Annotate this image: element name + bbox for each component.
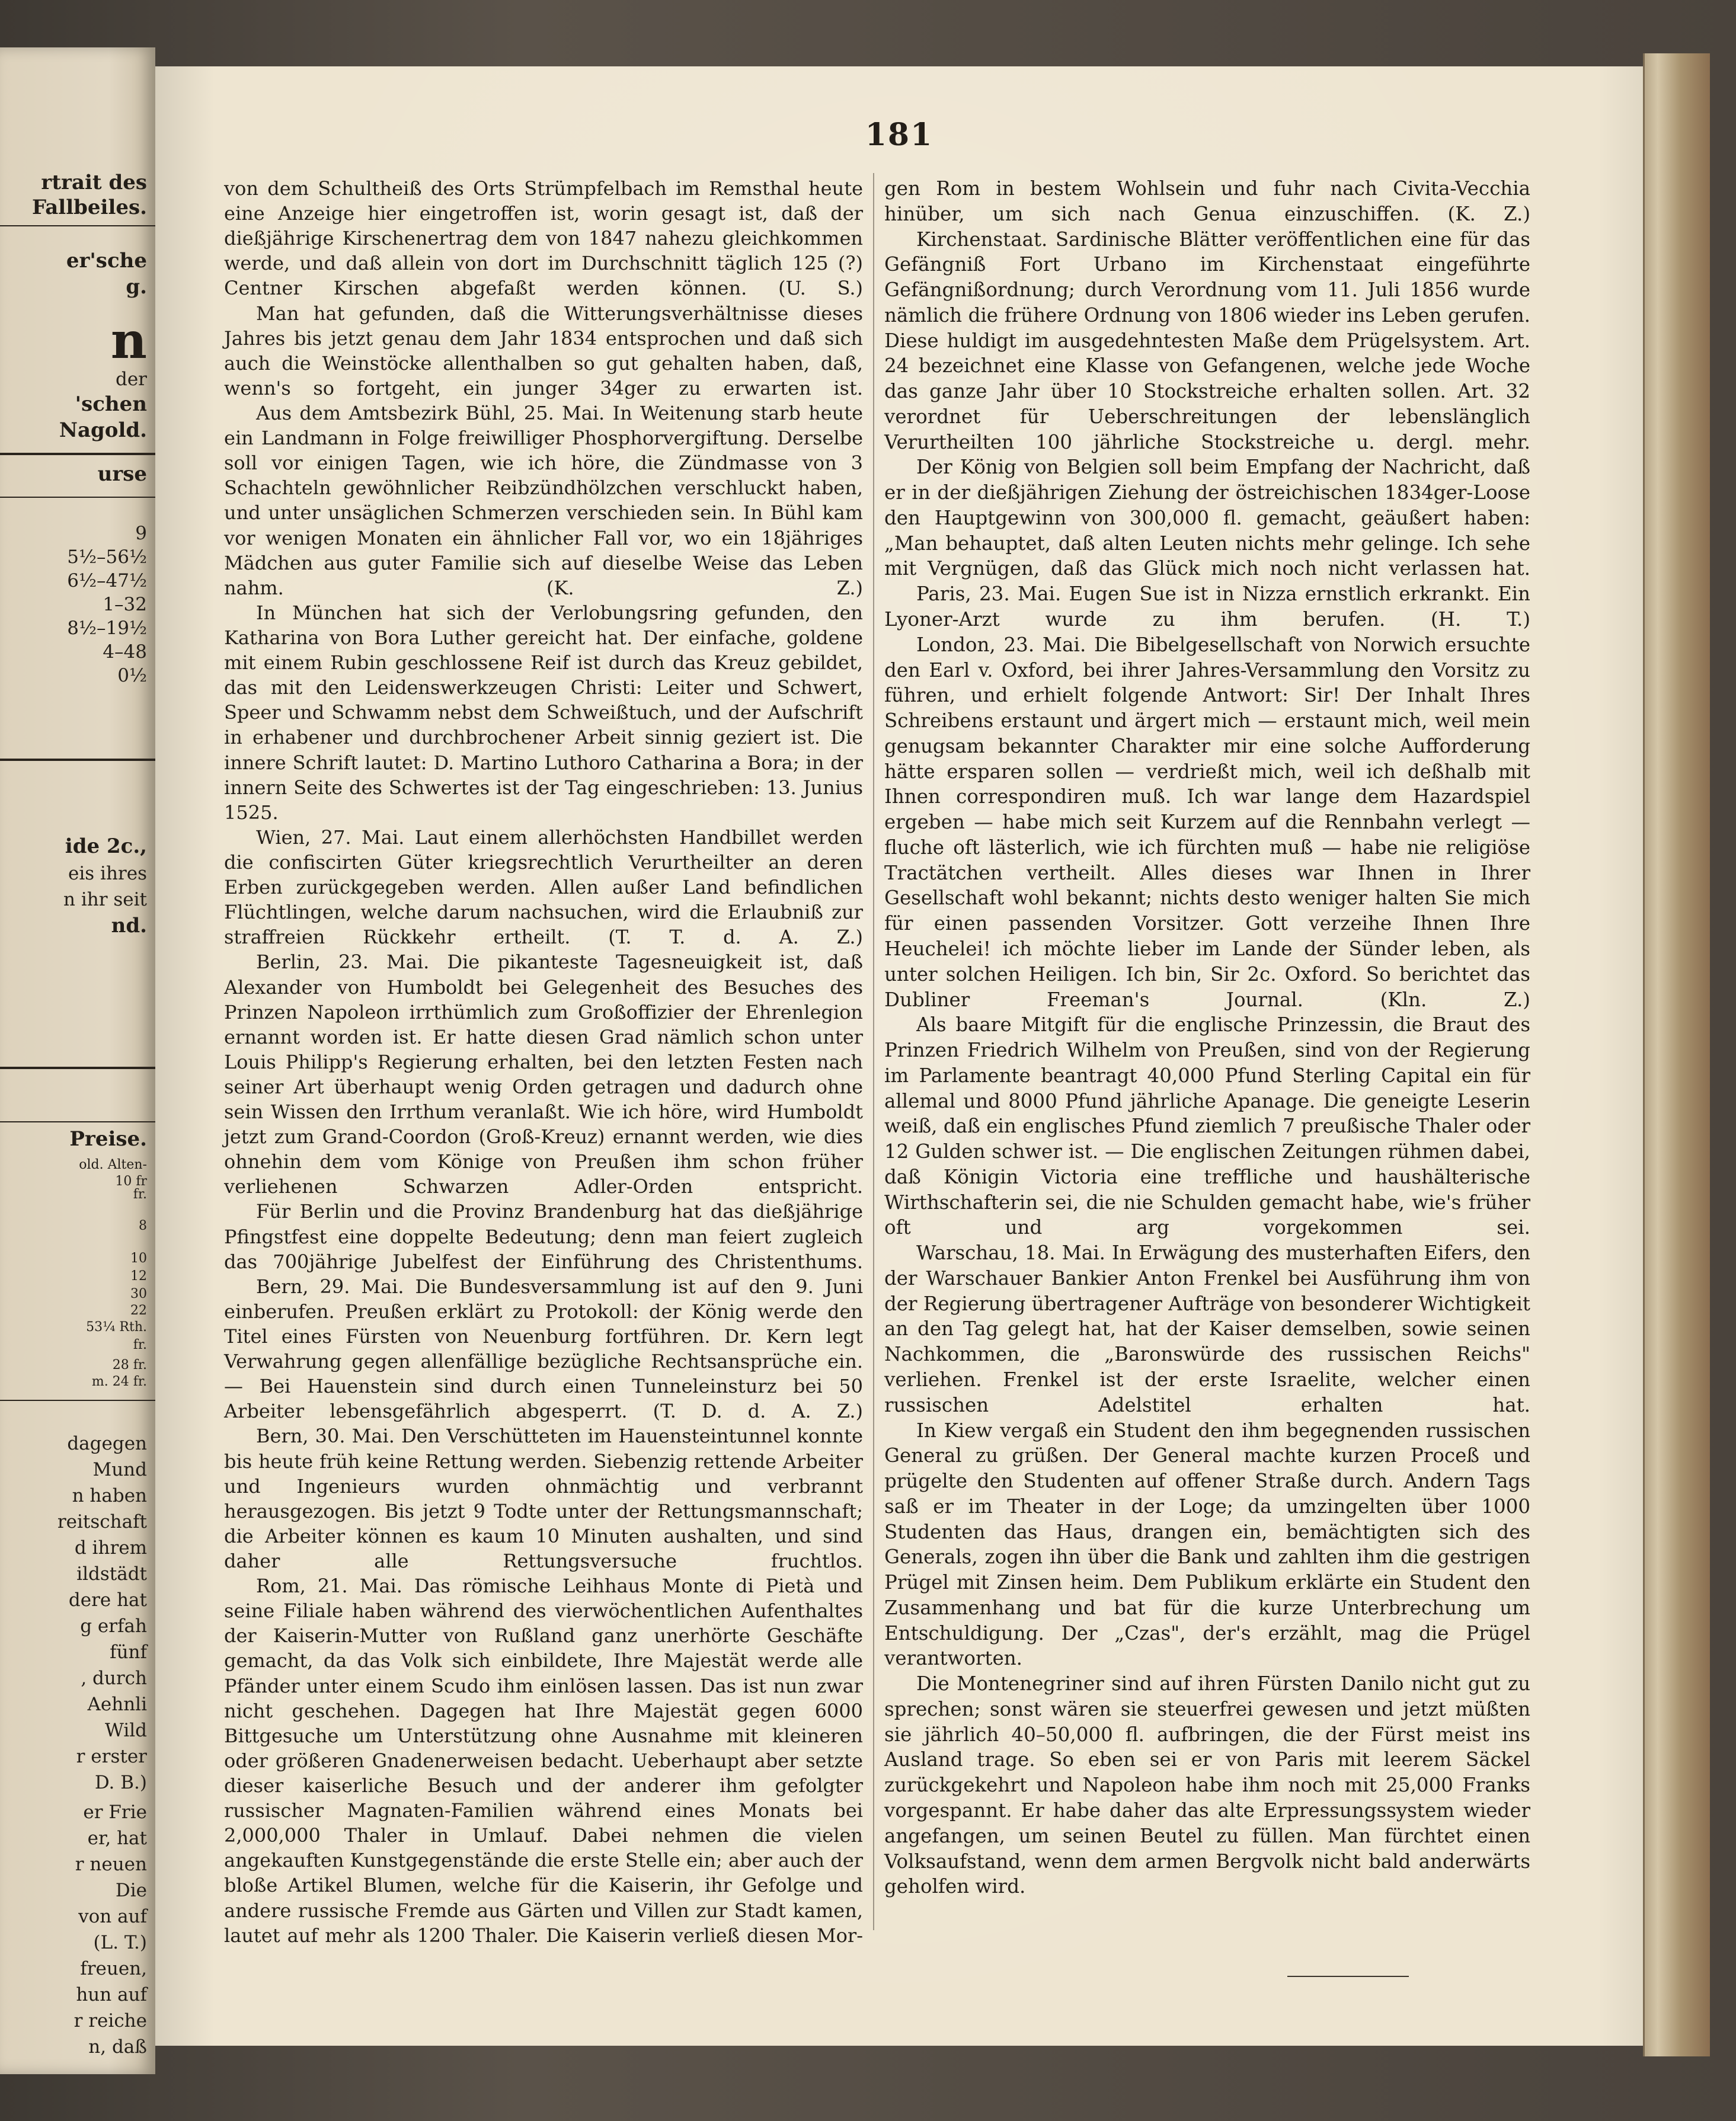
left-fragment: 'schen	[75, 392, 147, 416]
article-paragraph: Berlin, 23. Mai. Die pikanteste Tagesneuigkeit ist, daß Alexander von Humboldt bei Gelegenheit des Besuches des Prinzen Napoleon irrthümlich zum Großoffizier der Ehrenlegion ernannt worden ist. Er hatte diesen Grad nämlich schon unter Louis Philipp's Regierung erhalten, bei den letzten Festen nach seiner Art überhaupt wenig Orden getragen und dadurch ohne sein Wissen den Irrthum veranlaßt. Wie ich höre, wird Humboldt jetzt zum Grand-Coordon (Groß-Kreuz) ernannt werden, wie dies ohnehin dem vom Könige von Preußen ihm schon früher verliehenen Schwarzen Adler-Orden entspricht.	[224, 951, 863, 1198]
left-fragment: fr.	[133, 1338, 147, 1352]
article-paragraph: In München hat sich der Verlobungsring gefunden, den Katharina von Bora Luther gereicht hat. Der einfache, goldene mit einem Rubin geschlossene Reif ist durch das Kreuz gebildet, das mit den Leidenswerkzeugen Christi: Leiter und Schwert, Speer und Schwamm nebst dem Schweißtuch, und der Aufschrift in erhabener und durchbrochener Arbeit sinnig geziert ist. Die innere Schrift lautet: D. Martino Luthoro Catharina a Bora; in der innern Seite des Schwertes ist der Tag eingeschrieben: 13. Junius 1525.	[224, 601, 863, 824]
left-rule	[0, 497, 155, 498]
left-fragment: er'sche	[66, 249, 147, 273]
left-fragment: hun auf	[76, 1984, 147, 2005]
article-paragraph: Kirchenstaat. Sardinische Blätter veröffentlichen eine für das Gefängniß Fort Urbano im Kirchenstaat eingeführte Gefängnißordnung; durch Verordnung vom 11. Juli 1856 wurde nämlich die frühere Ordnung von 1806 wieder ins Leben gerufen. Diese huldigt im ausgedehntesten Maße dem Prügelsystem. Art. 24 bezeichnet eine Klasse von Gefangenen, welche jede Woche das ganze Jahr über 10 Stockstreiche erhalten sollen. Art. 32 verordnet für Ueberschreitungen der lebenslänglich Verurtheilten 100 jährliche Stockstreiche u. dergl. mehr.	[884, 228, 1530, 453]
article-paragraph: von dem Schultheiß des Orts Strümpfelbach im Remsthal heute eine Anzeige hier eingetroffen ist, worin gesagt ist, daß der dießjährige Kirschenertrag dem von 1847 nahezu gleichkommen werde, und daß allein von dort im Durchschnitt täglich 125 (?) Centner Kirschen abgefaßt werden können. (U. S.)	[224, 177, 863, 300]
newspaper-page	[155, 66, 1643, 2046]
article-paragraph: gen Rom in bestem Wohlsein und fuhr nach Civita-Vecchia hinüber, um sich nach Genua einzuschiffen. (K. Z.)	[884, 177, 1530, 225]
left-fragment: Fallbeiles.	[32, 196, 147, 219]
left-fragment: dagegen	[67, 1433, 147, 1454]
left-rule	[0, 759, 155, 761]
left-fragment: fr.	[133, 1187, 147, 1202]
left-fragment: Preise.	[69, 1127, 147, 1151]
left-fragment: D. B.)	[94, 1772, 147, 1793]
left-fragment: 22	[130, 1303, 147, 1318]
left-fragment: von auf	[78, 1906, 147, 1927]
left-fragment: 1–32	[103, 594, 147, 615]
left-fragment: old. Alten-	[79, 1157, 147, 1172]
left-fragment: der	[115, 369, 147, 390]
article-paragraph: Für Berlin und die Provinz Brandenburg hat das dießjährige Pfingstfest eine doppelte Bedeutung; denn man feiert zugleich das 700jährige Jubelfest der Einführung des Christenthums.	[224, 1200, 863, 1273]
closing-rule	[1287, 1976, 1409, 1977]
left-rule	[0, 1121, 155, 1122]
left-fragment: rtrait des	[41, 171, 147, 194]
left-fragment: 6½–47½	[67, 570, 147, 591]
left-fragment: 5½–56½	[67, 546, 147, 568]
left-fragment: er Frie	[83, 1802, 147, 1823]
left-fragment: r erster	[76, 1746, 147, 1767]
left-fragment: r reiche	[73, 2010, 147, 2032]
article-paragraph: Die Montenegriner sind auf ihren Fürsten Danilo nicht gut zu sprechen; sonst wären sie steuerfrei gewesen und jetzt müßten sie jährlich 40–50,000 fl. aufbringen, die der Fürst meist ins Ausland trage. So eben sei er von Paris mit leerem Säckel zurückgekehrt und Napoleon habe ihm noch mit 25,000 Franks vorgespannt. Er habe daher das alte Erpressungssystem wieder angefangen, um seinen Beutel zu füllen. Man fürchtet einen Volksaufstand, wenn dem armen Bergvolk nicht bald anderwärts geholfen wird.	[884, 1672, 1530, 1898]
article-paragraph: Als baare Mitgift für die englische Prinzessin, die Braut des Prinzen Friedrich Wilhelm von Preußen, sind von der Regierung im Parlamente beantragt 40,000 Pfund Sterling Capital ein für allemal und 8000 Pfund jährliche Apanage. Die geneigte Leserin weiß, daß ein englisches Pfund ziemlich 7 preußische Thaler oder 12 Gulden schwer ist. — Die englischen Zeitungen rühmen dabei, daß Königin Victoria eine treffliche und haushälterische Wirthschafterin sei, die nie Schulden gemacht habe, wie's früher oft und arg vorgekommen sei.	[884, 1013, 1530, 1239]
left-fragment: (L. T.)	[93, 1932, 147, 1953]
left-fragment: 10	[130, 1251, 147, 1266]
left-fragment: , durch	[81, 1668, 147, 1689]
left-fragment: urse	[97, 462, 147, 486]
left-fragment: 28 fr.	[112, 1358, 147, 1373]
left-fragment: reitschaft	[57, 1511, 147, 1533]
article-paragraph: Warschau, 18. Mai. In Erwägung des musterhaften Eifers, den der Warschauer Bankier Anton Frenkel bei Ausführung ihm von der Regierung übertragener Aufträge von besonderer Wichtigkeit an den Tag gelegt hat, hat der Kaiser demselben, sowie seinen Nachkommen, die „Baronswürde des russischen Reichs" verliehen. Frenkel ist der erste Israelite, welcher einen russischen Adelstitel erhalten hat.	[884, 1242, 1530, 1416]
article-paragraph: Bern, 29. Mai. Die Bundesversammlung ist auf den 9. Juni einberufen. Preußen erklärt zu Protokoll: der König werde den Titel eines Fürsten von Neuenburg fortführen. Dr. Kern legt Verwahrung gegen allenfällige bezügliche Rechtsansprüche ein. — Bei Hauenstein sind durch einen Tunneleinsturz bei 50 Arbeiter lebensgefährlich abgesperrt. (T. D. d. A. Z.)	[224, 1275, 863, 1423]
left-rule	[0, 453, 155, 455]
left-fragment: dere hat	[68, 1589, 147, 1611]
left-fragment: n ihr seit	[63, 889, 147, 910]
column-divider	[873, 173, 874, 1930]
left-fragment: n	[110, 311, 147, 370]
left-fragment: n, daß	[88, 2036, 147, 2058]
left-column	[224, 176, 863, 1948]
left-fragment: 8½–19½	[67, 618, 147, 639]
left-fragment: freuen,	[80, 1958, 147, 1979]
left-fragment: nd.	[111, 914, 147, 938]
left-fragment: ide 2c.,	[65, 834, 147, 858]
article-paragraph: London, 23. Mai. Die Bibelgesellschaft von Norwich ersuchte den Earl v. Oxford, bei ihrer Jahres-Versammlung den Vorsitz zu führen, und erhielt folgende Antwort: Sir! Der Inhalt Ihres Schreibens erstaunt und ärgert mich — erstaunt mich, weil mein genugsam bekannter Charakter mir eine solche Aufforderung hätte ersparen sollen — verdrießt mich, weil ich deßhalb mit Ihnen correspondiren muß. Ich war lange dem Hazardspiel ergeben — habe mich seit Kurzem auf die Rennbahn verlegt — fluche oft lästerlich, wie ich fürchten muß — habe nie religiöse Tractätchen vertheilt. Alles dieses war Ihnen in Ihrer Gesellschaft wohl bekannt; nichts desto weniger halten Sie mich für einen passenden Vorsitzer. Gott verzeihe Ihnen Ihre Heuchelei! ich möchte lieber im Lande der Sünder leben, als unter solchen Heiligen. Ich bin, Sir 2c. Oxford. So berichtet das Dubliner Freeman's Journal. (Kln. Z.)	[884, 633, 1530, 1011]
article-paragraph: Rom, 21. Mai. Das römische Leihhaus Monte di Pietà und seine Filiale haben während des vierwöchentlichen Aufenthaltes der Kaiserin-Mutter von Rußland ganz unerhörte Geschäfte gemacht, da das Volk sich einbildete, Ihre Majestät werde alle Pfänder unter einem Scudo ihm einlösen lassen. Das ist nun zwar nicht geschehen. Dagegen hat Ihre Majestät gegen 6000 Bittgesuche um Unterstützung ohne Ausnahme mit kleineren oder größeren Gnadenerweisen bedacht. Ueberhaupt aber setzte dieser kaiserliche Besuch und der anderer ihm gefolgter russischer Magnaten-Familien während eines Monats bei 2,000,000 Thaler in Umlauf. Dabei nehmen die vielen angekauften Kunstgegenstände die erste Stelle ein; aber auch der bloße Artikel Blumen, welche für die Kaiserin, ihr Gefolge und andere russische Fremde aus Gärten und Villen zur Stadt kamen, lautet auf mehr als 1200 Thaler. Die Kaiserin verließ diesen Mor-	[224, 1575, 863, 1947]
article-paragraph: Wien, 27. Mai. Laut einem allerhöchsten Handbillet werden die confiscirten Güter kriegsrechtlich Verurtheilter an deren Erben zurückgegeben werden. Allen außer Land befindlichen Flüchtlingen, welche darum nachsuchen, wird die Erlaubniß zur straffreien Rückkehr ertheilt. (T. T. d. A. Z.)	[224, 826, 863, 949]
left-fragment: Wild	[105, 1720, 147, 1741]
article-paragraph: Man hat gefunden, daß die Witterungsverhältnisse dieses Jahres bis jetzt genau dem Jahr 1834 entsprochen und daß sich auch die Weinstöcke allenthalben so gut gehalten haben, daß, wenn's so fortgeht, ein junger 34ger zu erwarten ist.	[224, 302, 863, 399]
previous-page-fragment	[0, 47, 155, 2074]
article-paragraph: Aus dem Amtsbezirk Bühl, 25. Mai. In Weitenung starb heute ein Landmann in Folge freiwilliger Phosphorvergiftung. Derselbe soll vor einigen Tagen, wie ich höre, die Zündmasse von 3 Schachteln gewöhnlicher Reibzündhölzchen verschluckt haben, und unter unsäglichen Schmerzen verschieden sein. In Bühl kam vor wenigen Monaten ein ähnlicher Fall vor, wo ein 18jähriges Mädchen aus guter Familie sich auf dieselbe Weise das Leben nahm. (K. Z.)	[224, 401, 863, 599]
left-fragment: 53¼ Rth.	[86, 1320, 147, 1335]
left-fragment: 4–48	[103, 641, 147, 663]
left-rule	[0, 225, 155, 226]
article-paragraph: Bern, 30. Mai. Den Verschütteten im Hauensteintunnel konnte bis heute früh keine Rettung werden. Siebenzig rettende Arbeiter und Ingenieurs wurden ohnmächtig und verbrannt herausgezogen. Bis jetzt 9 Todte unter der Rettungsmannschaft; die Arbeiter können es kaum 10 Minuten aushalten, und sind daher alle Rettungsversuche fruchtlos.	[224, 1425, 863, 1573]
right-column	[884, 176, 1530, 1899]
book-edge	[1643, 53, 1710, 2056]
left-fragment: r neuen	[75, 1854, 147, 1875]
left-fragment: g erfah	[80, 1615, 147, 1637]
article-paragraph: Paris, 23. Mai. Eugen Sue ist in Nizza ernstlich erkrankt. Ein Lyoner-Arzt wurde zu ihm berufen. (H. T.)	[884, 583, 1530, 631]
left-fragment: 0½	[117, 665, 147, 686]
left-fragment: 12	[130, 1269, 147, 1284]
article-paragraph: Der König von Belgien soll beim Empfang der Nachricht, daß er in der dießjährigen Ziehung der östreichischen 1834ger-Loose den Hauptgewinn von 300,000 fl. gemacht, geäußert haben: „Man behauptet, daß alten Leuten nichts mehr gelinge. Ich sehe mit Vergnügen, daß das Glück mich noch nicht verlassen hat.	[884, 456, 1530, 580]
left-fragment: 9	[135, 523, 147, 544]
left-fragment: n haben	[72, 1485, 147, 1506]
left-fragment: Aehnli	[87, 1694, 147, 1715]
left-fragment: 10 fr	[115, 1174, 147, 1189]
left-rule	[0, 1067, 155, 1069]
left-fragment: eis ihres	[68, 863, 147, 884]
left-rule	[0, 1400, 155, 1401]
left-fragment: Nagold.	[59, 418, 147, 442]
left-fragment: 8	[139, 1218, 147, 1233]
left-fragment: Mund	[92, 1459, 147, 1480]
left-fragment: 30	[130, 1287, 147, 1301]
left-fragment: ildstädt	[76, 1563, 147, 1585]
left-fragment: fünf	[110, 1642, 147, 1663]
left-fragment: m. 24 fr.	[91, 1374, 147, 1389]
left-fragment: g.	[126, 275, 147, 299]
page-number: 181	[865, 117, 933, 153]
left-fragment: d ihrem	[74, 1537, 147, 1559]
left-fragment: Die	[115, 1880, 147, 1901]
left-fragment: er, hat	[87, 1828, 147, 1849]
article-paragraph: In Kiew vergaß ein Student den ihm begegnenden russischen General zu grüßen. Der General machte kurzen Proceß und prügelte den Studenten auf offener Straße durch. Andern Tags saß er im Theater in der Loge; da umzingelten über 1000 Studenten das Haus, drangen ein, bemächtigten sich des Generals, zogen ihn über die Bank und zahlten ihm die gestrigen Prügel mit Zinsen heim. Dem Publikum erklärte ein Student den Zusammenhang und bat für die kurze Unterbrechung um Entschuldigung. Der „Czas", der's erzählt, mag die Prügel verantworten.	[884, 1419, 1530, 1670]
